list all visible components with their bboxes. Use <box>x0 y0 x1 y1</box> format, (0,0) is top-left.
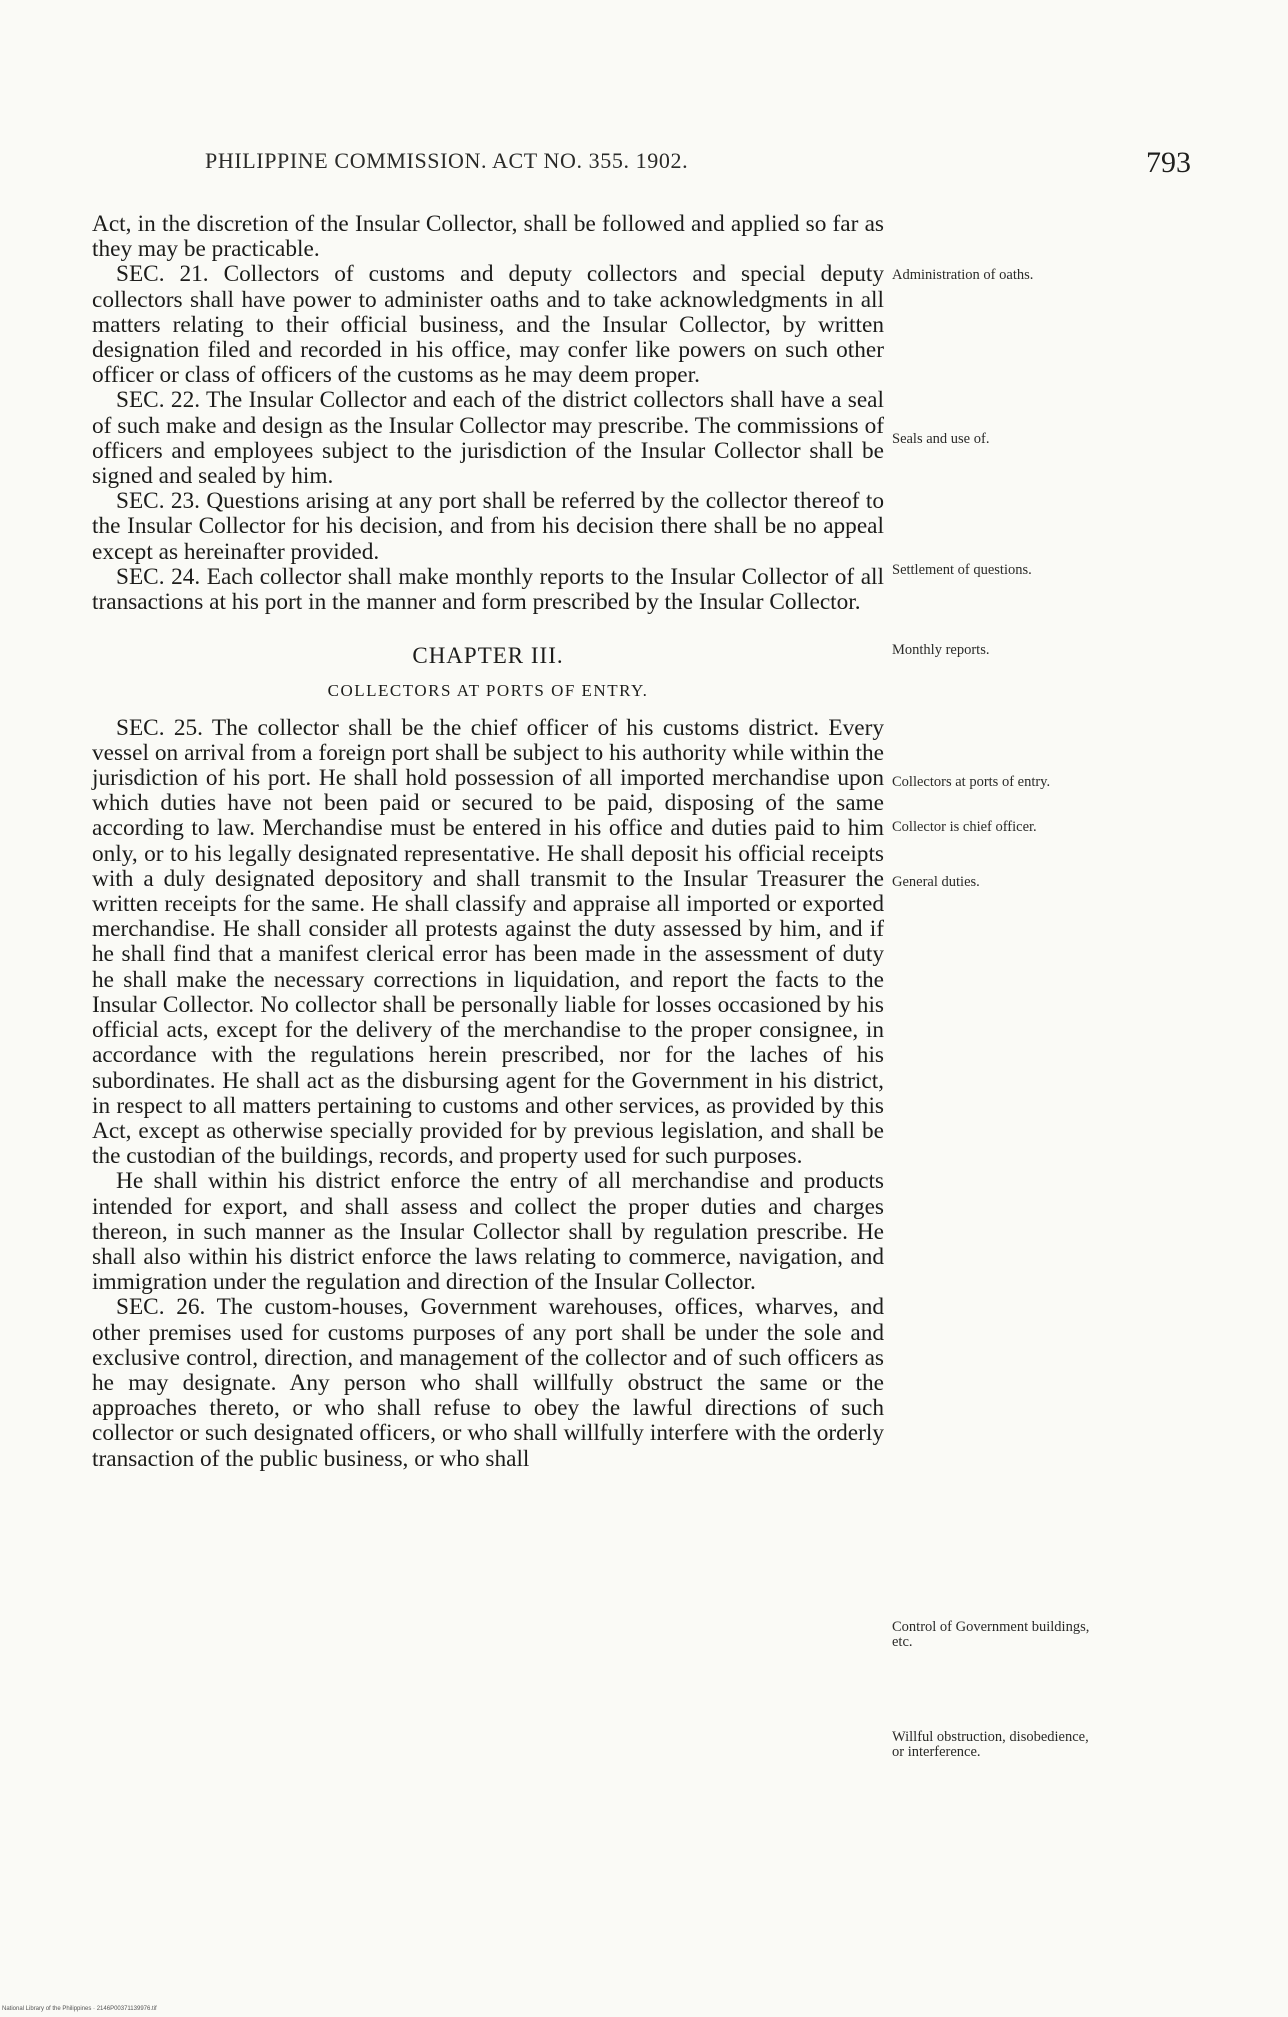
section-21 <box>92 262 884 388</box>
section-text: Collectors of customs and deputy collectors and special deputy collectors shall have power to administer oaths and to take acknowledgments in all matters relating to their official business, and the Insular Collector, by written designation filed and recorded in his office, may confer like powers on such other officer or class of officers of the customs as he may deem proper. <box>92 261 884 389</box>
margin-note-collector-is-chief: Collector is chief officer. <box>892 819 1037 835</box>
section-text: The Insular Collector and each of the district collectors shall have a seal of such make and design as the Insular Collector may prescribe. The commissions of officers and employees subject to the jurisdiction of the Insular Collector shall be signed and sealed by him. <box>92 387 884 490</box>
margin-note-general-duties: General duties. <box>892 874 980 890</box>
margin-note-monthly-reports: Monthly reports. <box>892 642 990 658</box>
paragraph-he-shall: He shall within his district enforce the entry of all merchandise and products intended for export, and shall assess and collect the proper duties and charges thereon, in such manner as the Insular Collector shall by regulation prescribe. He shall also within his district enforce the laws relating to commerce, navigation, and immigration under the regulation and direction of the Insular Collector. <box>92 1168 884 1296</box>
paragraph-continuation: Act, in the discretion of the Insular Collector, shall be followed and applied so far as they may be practicable. <box>92 211 884 263</box>
section-number: SEC. 25. <box>116 714 203 741</box>
page-number: 793 <box>1146 146 1191 179</box>
margin-note-control-of-buildings: Control of Government buildings, etc. <box>892 1619 1090 1650</box>
section-number: SEC. 24. <box>116 563 201 590</box>
section-text: The collector shall be the chief officer of his customs district. Every vessel on arrival from a foreign port shall be subject to his authority while within the jurisdiction of his port. He shall hold possession of all imported merchandise upon which duties have not been paid or secured to be paid, disposing of the same according to law. Merchandise must be entered in his office and duties paid to him only, or to his legally designated representative. He shall deposit his official receipts with a duly designated depository and shall transmit to the Insular Treasurer the written receipts for the same. He shall classify and appraise all imported or exported merchandise. He shall consider all protests against the duty assessed by him, and if he shall find that a manifest clerical error has been made in the assessment of duty he shall make the necessary corrections in liquidation, and report the facts to the Insular Collector. No collector shall be personally liable for losses occasioned by his official acts, except for the delivery of the merchandise to the proper consignee, in accordance with the regulations herein prescribed, nor for the laches of his subordinates. He shall act as the disbursing agent for the Government in his district, in respect to all matters pertaining to customs and other services, as provided by this Act, except as otherwise specially provided for by previous legislation, and shall be the custodian of the buildings, records, and property used for such purposes. <box>92 714 884 1170</box>
section-text: The custom-houses, Government warehouses, offices, wharves, and other premises used for customs purposes of any port shall be under the sole and exclusive control, direction, and management of the collector and of such officers as he may designate. Any person who shall willfully obstruct the same or the approaches thereto, or who shall refuse to obey the lawful directions of such collector or such designated officers, or who shall willfully interfere with the orderly transaction of the public business, or who shall <box>92 1294 885 1472</box>
margin-note-collectors-at-ports: Collectors at ports of entry. <box>892 774 1051 790</box>
scan-source-footer: National Library of the Philippines · 2146P00371139976.tif <box>2 2006 157 2012</box>
margin-note-willful-obstruction: Willful obstruction, disobedience, or interference. <box>892 1729 1089 1760</box>
running-head: PHILIPPINE COMMISSION. ACT NO. 355. 1902. <box>205 148 689 173</box>
section-text: Questions arising at any port shall be referred by the collector thereof to the Insular Collector for his decision, and from his decision there shall be no appeal except as hereinafter provided. <box>92 488 884 565</box>
body-text <box>92 212 884 1472</box>
section-22 <box>92 388 884 489</box>
chapter-subtitle: COLLECTORS AT PORTS OF ENTRY. <box>327 681 649 701</box>
margin-note-settlement-of-questions: Settlement of questions. <box>892 562 1032 578</box>
section-number: SEC. 23. <box>116 488 201 515</box>
section-text: Each collector shall make monthly reports to the Insular Collector of all transactions at his port in the manner and form prescribed by the Insular Collector. <box>92 563 885 616</box>
margin-note-seals: Seals and use of. <box>892 431 990 447</box>
section-25 <box>92 716 884 1170</box>
chapter-title: CHAPTER III. <box>412 643 564 669</box>
section-26 <box>92 1295 884 1471</box>
margin-note-administration-of-oaths: Administration of oaths. <box>892 267 1034 283</box>
section-23 <box>92 489 884 565</box>
section-number: SEC. 26. <box>116 1294 206 1321</box>
section-24 <box>92 565 884 615</box>
section-number: SEC. 21. <box>116 261 209 288</box>
section-number: SEC. 22. <box>116 387 201 414</box>
